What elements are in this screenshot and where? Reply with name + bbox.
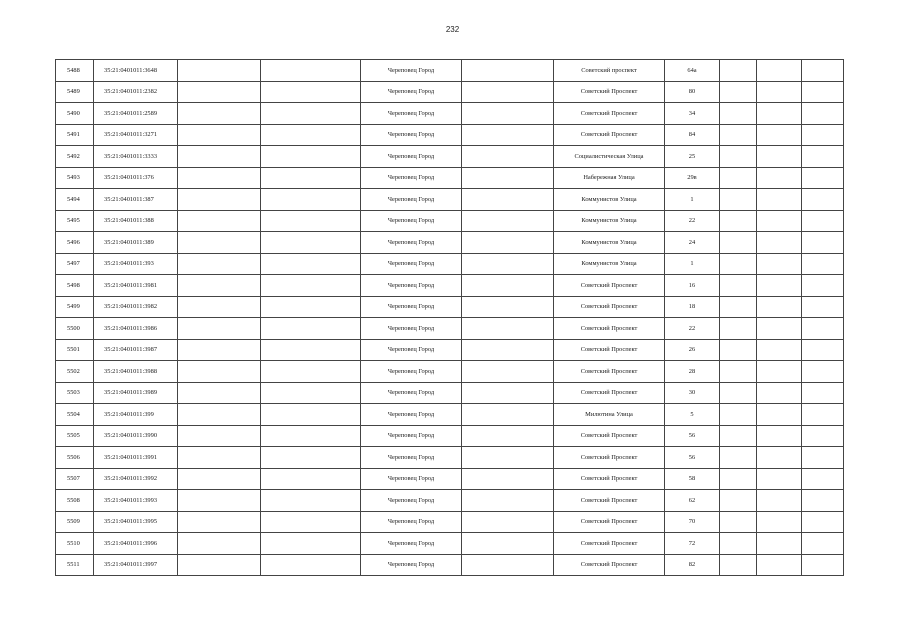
- cadastral-number-cell: 35:21:0401011:387: [94, 189, 178, 211]
- registry-table: [55, 59, 844, 576]
- record-number-cell: 5503: [56, 382, 94, 404]
- cadastral-number-cell: 35:21:0401011:3990: [94, 425, 178, 447]
- blank-cell-10: [757, 554, 802, 576]
- blank-cell-10: [757, 382, 802, 404]
- cadastral-number-cell: 35:21:0401011:3982: [94, 296, 178, 318]
- blank-cell-4: [261, 468, 361, 490]
- blank-cell-11: [802, 339, 844, 361]
- locality-cell: Череповец Город: [361, 554, 462, 576]
- record-number-cell: 5506: [56, 447, 94, 469]
- house-number-cell: 56: [665, 425, 720, 447]
- record-number-cell: 5499: [56, 296, 94, 318]
- blank-cell-10: [757, 425, 802, 447]
- table-row: [56, 511, 844, 533]
- house-number-cell: 22: [665, 210, 720, 232]
- blank-cell-4: [261, 425, 361, 447]
- street-cell: Советский Проспект: [554, 533, 665, 555]
- blank-cell-4: [261, 189, 361, 211]
- blank-cell-6: [462, 232, 554, 254]
- table-row: [56, 361, 844, 383]
- blank-cell-10: [757, 210, 802, 232]
- street-cell: Советский Проспект: [554, 81, 665, 103]
- house-number-cell: 18: [665, 296, 720, 318]
- house-number-cell: 16: [665, 275, 720, 297]
- blank-cell-3: [178, 339, 261, 361]
- blank-cell-3: [178, 275, 261, 297]
- blank-cell-4: [261, 447, 361, 469]
- cadastral-number-cell: 35:21:0401011:3995: [94, 511, 178, 533]
- blank-cell-4: [261, 103, 361, 125]
- record-number-cell: 5504: [56, 404, 94, 426]
- blank-cell-9: [720, 318, 757, 340]
- record-number-cell: 5495: [56, 210, 94, 232]
- blank-cell-10: [757, 361, 802, 383]
- record-number-cell: 5489: [56, 81, 94, 103]
- blank-cell-11: [802, 124, 844, 146]
- house-number-cell: 80: [665, 81, 720, 103]
- record-number-cell: 5496: [56, 232, 94, 254]
- blank-cell-9: [720, 296, 757, 318]
- blank-cell-3: [178, 210, 261, 232]
- blank-cell-3: [178, 361, 261, 383]
- blank-cell-3: [178, 533, 261, 555]
- street-cell: Коммунистов Улица: [554, 189, 665, 211]
- locality-cell: Череповец Город: [361, 146, 462, 168]
- blank-cell-6: [462, 60, 554, 82]
- house-number-cell: 28: [665, 361, 720, 383]
- record-number-cell: 5490: [56, 103, 94, 125]
- street-cell: Советский Проспект: [554, 490, 665, 512]
- street-cell: Советский Проспект: [554, 554, 665, 576]
- blank-cell-6: [462, 81, 554, 103]
- blank-cell-3: [178, 146, 261, 168]
- locality-cell: Череповец Город: [361, 167, 462, 189]
- locality-cell: Череповец Город: [361, 189, 462, 211]
- street-cell: Советский Проспект: [554, 361, 665, 383]
- blank-cell-4: [261, 232, 361, 254]
- blank-cell-11: [802, 511, 844, 533]
- street-cell: Коммунистов Улица: [554, 232, 665, 254]
- blank-cell-9: [720, 232, 757, 254]
- cadastral-number-cell: 35:21:0401011:3988: [94, 361, 178, 383]
- blank-cell-10: [757, 275, 802, 297]
- blank-cell-3: [178, 124, 261, 146]
- blank-cell-3: [178, 318, 261, 340]
- table-row: [56, 490, 844, 512]
- street-cell: Советский Проспект: [554, 468, 665, 490]
- record-number-cell: 5510: [56, 533, 94, 555]
- blank-cell-6: [462, 167, 554, 189]
- blank-cell-3: [178, 447, 261, 469]
- locality-cell: Череповец Город: [361, 382, 462, 404]
- registry-body: [56, 60, 844, 576]
- blank-cell-6: [462, 361, 554, 383]
- street-cell: Советский Проспект: [554, 447, 665, 469]
- street-cell: Советский Проспект: [554, 382, 665, 404]
- blank-cell-9: [720, 339, 757, 361]
- record-number-cell: 5500: [56, 318, 94, 340]
- table-row: [56, 189, 844, 211]
- street-cell: Советский Проспект: [554, 103, 665, 125]
- blank-cell-4: [261, 296, 361, 318]
- blank-cell-11: [802, 167, 844, 189]
- locality-cell: Череповец Город: [361, 511, 462, 533]
- cadastral-number-cell: 35:21:0401011:389: [94, 232, 178, 254]
- blank-cell-6: [462, 425, 554, 447]
- house-number-cell: 84: [665, 124, 720, 146]
- blank-cell-3: [178, 554, 261, 576]
- table-row: [56, 103, 844, 125]
- blank-cell-11: [802, 296, 844, 318]
- blank-cell-4: [261, 404, 361, 426]
- blank-cell-10: [757, 167, 802, 189]
- locality-cell: Череповец Город: [361, 232, 462, 254]
- blank-cell-4: [261, 533, 361, 555]
- street-cell: Советский Проспект: [554, 318, 665, 340]
- street-cell: Советский Проспект: [554, 296, 665, 318]
- blank-cell-9: [720, 511, 757, 533]
- blank-cell-9: [720, 146, 757, 168]
- blank-cell-9: [720, 361, 757, 383]
- blank-cell-9: [720, 425, 757, 447]
- table-row: [56, 60, 844, 82]
- blank-cell-9: [720, 468, 757, 490]
- house-number-cell: 25: [665, 146, 720, 168]
- locality-cell: Череповец Город: [361, 124, 462, 146]
- table-row: [56, 210, 844, 232]
- blank-cell-3: [178, 60, 261, 82]
- house-number-cell: 1: [665, 189, 720, 211]
- cadastral-number-cell: 35:21:0401011:388: [94, 210, 178, 232]
- blank-cell-3: [178, 511, 261, 533]
- blank-cell-3: [178, 232, 261, 254]
- blank-cell-6: [462, 318, 554, 340]
- blank-cell-9: [720, 382, 757, 404]
- blank-cell-10: [757, 60, 802, 82]
- blank-cell-11: [802, 361, 844, 383]
- blank-cell-10: [757, 189, 802, 211]
- street-cell: Набережная Улица: [554, 167, 665, 189]
- house-number-cell: 70: [665, 511, 720, 533]
- record-number-cell: 5502: [56, 361, 94, 383]
- locality-cell: Череповец Город: [361, 468, 462, 490]
- blank-cell-3: [178, 404, 261, 426]
- record-number-cell: 5507: [56, 468, 94, 490]
- blank-cell-10: [757, 296, 802, 318]
- house-number-cell: 64а: [665, 60, 720, 82]
- blank-cell-9: [720, 167, 757, 189]
- cadastral-number-cell: 35:21:0401011:3997: [94, 554, 178, 576]
- record-number-cell: 5493: [56, 167, 94, 189]
- record-number-cell: 5511: [56, 554, 94, 576]
- blank-cell-11: [802, 103, 844, 125]
- blank-cell-4: [261, 167, 361, 189]
- record-number-cell: 5498: [56, 275, 94, 297]
- blank-cell-4: [261, 361, 361, 383]
- blank-cell-10: [757, 103, 802, 125]
- locality-cell: Череповец Город: [361, 103, 462, 125]
- table-row: [56, 468, 844, 490]
- blank-cell-10: [757, 146, 802, 168]
- blank-cell-3: [178, 103, 261, 125]
- record-number-cell: 5497: [56, 253, 94, 275]
- blank-cell-6: [462, 103, 554, 125]
- blank-cell-6: [462, 533, 554, 555]
- table-row: [56, 296, 844, 318]
- blank-cell-6: [462, 447, 554, 469]
- blank-cell-11: [802, 404, 844, 426]
- cadastral-number-cell: 35:21:0401011:3992: [94, 468, 178, 490]
- street-cell: Социалистическая Улица: [554, 146, 665, 168]
- blank-cell-6: [462, 253, 554, 275]
- blank-cell-11: [802, 318, 844, 340]
- blank-cell-6: [462, 210, 554, 232]
- table-row: [56, 533, 844, 555]
- locality-cell: Череповец Город: [361, 296, 462, 318]
- table-row: [56, 232, 844, 254]
- blank-cell-4: [261, 511, 361, 533]
- blank-cell-6: [462, 404, 554, 426]
- page-number: 232: [445, 25, 460, 34]
- blank-cell-6: [462, 146, 554, 168]
- cadastral-number-cell: 35:21:0401011:3271: [94, 124, 178, 146]
- street-cell: Советский Проспект: [554, 124, 665, 146]
- blank-cell-10: [757, 339, 802, 361]
- blank-cell-4: [261, 490, 361, 512]
- cadastral-number-cell: 35:21:0401011:376: [94, 167, 178, 189]
- street-cell: Советский проспект: [554, 60, 665, 82]
- blank-cell-10: [757, 124, 802, 146]
- locality-cell: Череповец Город: [361, 533, 462, 555]
- street-cell: Советский Проспект: [554, 511, 665, 533]
- blank-cell-11: [802, 447, 844, 469]
- blank-cell-11: [802, 81, 844, 103]
- blank-cell-6: [462, 382, 554, 404]
- record-number-cell: 5501: [56, 339, 94, 361]
- blank-cell-10: [757, 447, 802, 469]
- cadastral-number-cell: 35:21:0401011:3986: [94, 318, 178, 340]
- blank-cell-3: [178, 382, 261, 404]
- cadastral-number-cell: 35:21:0401011:3981: [94, 275, 178, 297]
- cadastral-number-cell: 35:21:0401011:2589: [94, 103, 178, 125]
- blank-cell-3: [178, 425, 261, 447]
- street-cell: Советский Проспект: [554, 275, 665, 297]
- record-number-cell: 5491: [56, 124, 94, 146]
- blank-cell-6: [462, 275, 554, 297]
- cadastral-number-cell: 35:21:0401011:3993: [94, 490, 178, 512]
- record-number-cell: 5492: [56, 146, 94, 168]
- blank-cell-4: [261, 554, 361, 576]
- blank-cell-9: [720, 81, 757, 103]
- blank-cell-6: [462, 124, 554, 146]
- house-number-cell: 22: [665, 318, 720, 340]
- blank-cell-4: [261, 253, 361, 275]
- record-number-cell: 5488: [56, 60, 94, 82]
- blank-cell-11: [802, 533, 844, 555]
- blank-cell-9: [720, 447, 757, 469]
- locality-cell: Череповец Город: [361, 81, 462, 103]
- street-cell: Советский Проспект: [554, 425, 665, 447]
- blank-cell-11: [802, 554, 844, 576]
- house-number-cell: 62: [665, 490, 720, 512]
- cadastral-number-cell: 35:21:0401011:3648: [94, 60, 178, 82]
- table-row: [56, 81, 844, 103]
- table-row: [56, 167, 844, 189]
- locality-cell: Череповец Город: [361, 275, 462, 297]
- cadastral-number-cell: 35:21:0401011:3989: [94, 382, 178, 404]
- street-cell: Коммунистов Улица: [554, 253, 665, 275]
- blank-cell-9: [720, 103, 757, 125]
- house-number-cell: 30: [665, 382, 720, 404]
- blank-cell-9: [720, 490, 757, 512]
- blank-cell-4: [261, 275, 361, 297]
- record-number-cell: 5505: [56, 425, 94, 447]
- locality-cell: Череповец Город: [361, 490, 462, 512]
- blank-cell-9: [720, 404, 757, 426]
- blank-cell-11: [802, 425, 844, 447]
- blank-cell-11: [802, 232, 844, 254]
- blank-cell-11: [802, 275, 844, 297]
- cadastral-number-cell: 35:21:0401011:3991: [94, 447, 178, 469]
- blank-cell-11: [802, 146, 844, 168]
- locality-cell: Череповец Город: [361, 404, 462, 426]
- blank-cell-4: [261, 382, 361, 404]
- blank-cell-3: [178, 490, 261, 512]
- blank-cell-6: [462, 511, 554, 533]
- blank-cell-6: [462, 490, 554, 512]
- blank-cell-6: [462, 296, 554, 318]
- record-number-cell: 5508: [56, 490, 94, 512]
- cadastral-number-cell: 35:21:0401011:3996: [94, 533, 178, 555]
- house-number-cell: 5: [665, 404, 720, 426]
- record-number-cell: 5494: [56, 189, 94, 211]
- blank-cell-9: [720, 60, 757, 82]
- blank-cell-4: [261, 124, 361, 146]
- blank-cell-10: [757, 468, 802, 490]
- table-row: [56, 404, 844, 426]
- locality-cell: Череповец Город: [361, 447, 462, 469]
- locality-cell: Череповец Город: [361, 425, 462, 447]
- cadastral-number-cell: 35:21:0401011:393: [94, 253, 178, 275]
- street-cell: Советский Проспект: [554, 339, 665, 361]
- blank-cell-11: [802, 189, 844, 211]
- blank-cell-11: [802, 210, 844, 232]
- blank-cell-3: [178, 253, 261, 275]
- blank-cell-3: [178, 296, 261, 318]
- table-row: [56, 124, 844, 146]
- street-cell: Коммунистов Улица: [554, 210, 665, 232]
- blank-cell-6: [462, 189, 554, 211]
- house-number-cell: 29в: [665, 167, 720, 189]
- blank-cell-11: [802, 468, 844, 490]
- blank-cell-4: [261, 339, 361, 361]
- blank-cell-11: [802, 253, 844, 275]
- blank-cell-10: [757, 511, 802, 533]
- blank-cell-3: [178, 468, 261, 490]
- table-row: [56, 339, 844, 361]
- blank-cell-3: [178, 81, 261, 103]
- house-number-cell: 24: [665, 232, 720, 254]
- blank-cell-3: [178, 167, 261, 189]
- blank-cell-9: [720, 554, 757, 576]
- cadastral-number-cell: 35:21:0401011:2382: [94, 81, 178, 103]
- table-row: [56, 146, 844, 168]
- blank-cell-10: [757, 232, 802, 254]
- record-number-cell: 5509: [56, 511, 94, 533]
- locality-cell: Череповец Город: [361, 60, 462, 82]
- locality-cell: Череповец Город: [361, 339, 462, 361]
- house-number-cell: 82: [665, 554, 720, 576]
- locality-cell: Череповец Город: [361, 361, 462, 383]
- blank-cell-9: [720, 253, 757, 275]
- blank-cell-10: [757, 253, 802, 275]
- blank-cell-9: [720, 275, 757, 297]
- blank-cell-10: [757, 81, 802, 103]
- cadastral-number-cell: 35:21:0401011:399: [94, 404, 178, 426]
- blank-cell-3: [178, 189, 261, 211]
- blank-cell-9: [720, 533, 757, 555]
- blank-cell-6: [462, 339, 554, 361]
- house-number-cell: 34: [665, 103, 720, 125]
- table-row: [56, 275, 844, 297]
- cadastral-number-cell: 35:21:0401011:3333: [94, 146, 178, 168]
- blank-cell-4: [261, 318, 361, 340]
- locality-cell: Череповец Город: [361, 210, 462, 232]
- blank-cell-10: [757, 490, 802, 512]
- table-row: [56, 554, 844, 576]
- blank-cell-9: [720, 124, 757, 146]
- blank-cell-4: [261, 210, 361, 232]
- locality-cell: Череповец Город: [361, 253, 462, 275]
- blank-cell-10: [757, 533, 802, 555]
- street-cell: Милютина Улица: [554, 404, 665, 426]
- house-number-cell: 72: [665, 533, 720, 555]
- blank-cell-11: [802, 490, 844, 512]
- blank-cell-11: [802, 60, 844, 82]
- blank-cell-9: [720, 210, 757, 232]
- blank-cell-6: [462, 468, 554, 490]
- blank-cell-4: [261, 81, 361, 103]
- cadastral-number-cell: 35:21:0401011:3987: [94, 339, 178, 361]
- blank-cell-4: [261, 146, 361, 168]
- house-number-cell: 26: [665, 339, 720, 361]
- blank-cell-10: [757, 404, 802, 426]
- locality-cell: Череповец Город: [361, 318, 462, 340]
- blank-cell-4: [261, 60, 361, 82]
- table-row: [56, 318, 844, 340]
- house-number-cell: 1: [665, 253, 720, 275]
- blank-cell-10: [757, 318, 802, 340]
- house-number-cell: 58: [665, 468, 720, 490]
- table-row: [56, 447, 844, 469]
- blank-cell-11: [802, 382, 844, 404]
- table-row: [56, 425, 844, 447]
- house-number-cell: 56: [665, 447, 720, 469]
- table-row: [56, 253, 844, 275]
- blank-cell-6: [462, 554, 554, 576]
- table-row: [56, 382, 844, 404]
- blank-cell-9: [720, 189, 757, 211]
